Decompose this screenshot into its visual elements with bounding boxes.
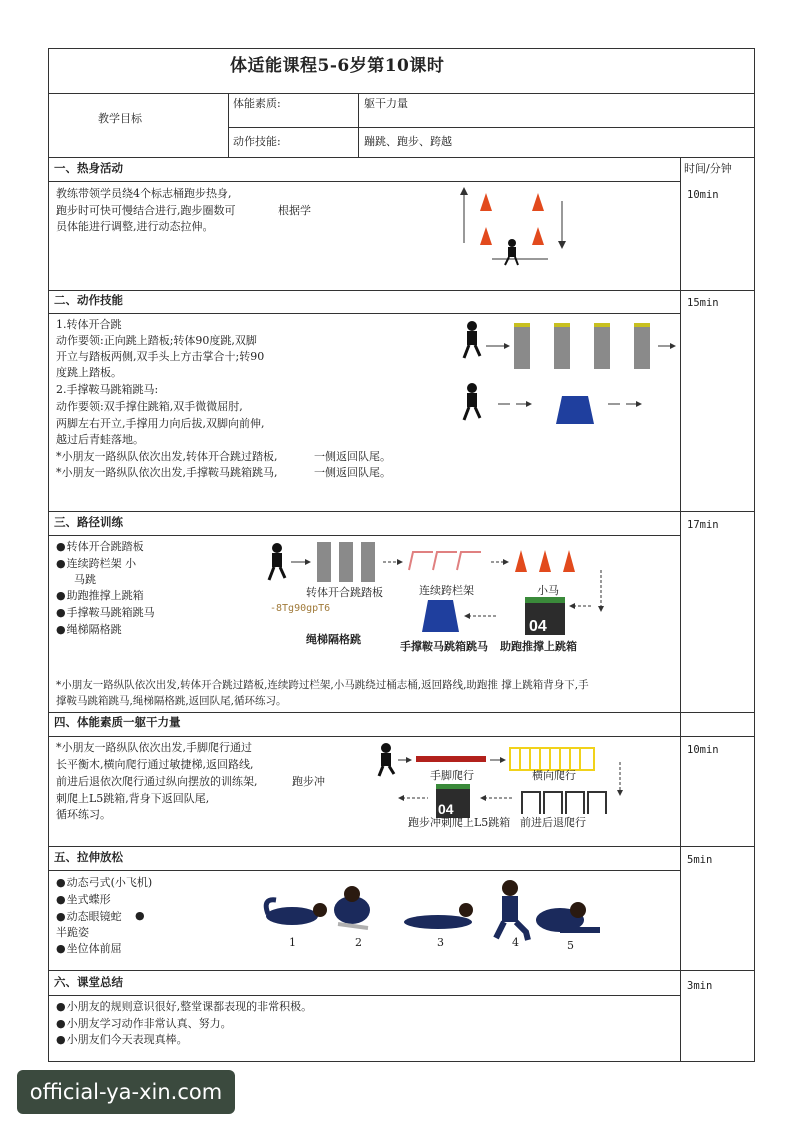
- hurdle-icon: [409, 552, 433, 570]
- stretch-time: 5min: [687, 854, 713, 866]
- skills-line: 度跳上踏板。: [56, 366, 122, 379]
- fitness-label: 体能素质:: [233, 97, 281, 110]
- summary-time: 3min: [687, 980, 713, 992]
- cone-icon: [480, 227, 492, 245]
- warmup-line: 跑步时可快可慢结合进行,跑步圈数可: [56, 204, 236, 217]
- core-caption: 横向爬行: [532, 769, 576, 782]
- path-code: -8Tg90gpT6: [270, 603, 331, 614]
- skills-line: 动作要领:正向跳上踏板;转体90度跳,双脚: [56, 334, 257, 347]
- stretch-item: ● 坐式蝶形: [56, 891, 111, 908]
- section-header-core: 四、体能素质一躯干力量: [54, 715, 181, 729]
- runner-icon: [379, 743, 394, 776]
- row-line: [48, 995, 681, 996]
- cone-icon: [515, 550, 527, 572]
- time-header: 时间/分钟: [684, 162, 732, 175]
- runner-icon: [269, 543, 285, 580]
- pose-number: 2: [355, 936, 362, 949]
- row-line: [48, 846, 755, 847]
- step-board: [554, 323, 570, 369]
- skills-line: *小朋友一路纵队依次出发,手撑鞍马跳箱跳马,: [56, 466, 278, 479]
- skills-line: 2.手撑鞍马跳箱跳马:: [56, 383, 159, 396]
- skills-time: 15min: [687, 297, 719, 309]
- core-caption: 跑步冲刺爬上L5跳箱: [408, 816, 511, 829]
- skills-line: *小朋友一路纵队依次出发,转体开合跳过踏板,: [56, 450, 278, 463]
- path-note: *小朋友一路纵队依次出发,转体开合跳过踏板,连续跨过栏架,小马跳绕过桶志桶,返回路线,助跑推 撑上跳箱背身下,手: [56, 679, 589, 691]
- path-bullet: ● 转体开合跳踏板: [56, 538, 144, 555]
- core-time: 10min: [687, 744, 719, 756]
- hurdle-icon: [433, 552, 457, 570]
- cone-icon: [563, 550, 575, 572]
- core-caption: 手脚爬行: [430, 769, 474, 782]
- skill-label: 动作技能:: [233, 135, 281, 148]
- summary-item: ● 小朋友的规则意识很好,整堂课都表现的非常积极。: [56, 998, 312, 1015]
- row-line: [48, 157, 755, 158]
- cone-icon: [532, 193, 544, 211]
- warmup-cones-diagram: [460, 183, 570, 278]
- pose-cobra: [404, 903, 473, 929]
- path-caption: 小马: [537, 584, 559, 597]
- cone-icon: [532, 227, 544, 245]
- step-board: [594, 323, 610, 369]
- hurdle-icon: [457, 552, 481, 570]
- fitness-value: 躯干力量: [364, 97, 408, 110]
- step-board: [361, 542, 375, 582]
- warmup-line: 教练带领学员绕4个标志桶跑步热身,: [56, 187, 232, 200]
- core-caption: 前进后退爬行: [520, 816, 586, 829]
- row-line: [48, 535, 681, 536]
- stretch-bullet-dot: ●: [135, 909, 145, 922]
- stretch-item: 半跪姿: [56, 926, 89, 939]
- table-border-left: [48, 48, 49, 1061]
- pose-half-kneel: [496, 880, 528, 940]
- step-board: [339, 542, 353, 582]
- warmup-line: 根据学: [278, 204, 311, 217]
- step-board: [317, 542, 331, 582]
- pose-bow: [266, 900, 327, 925]
- row-line: [48, 511, 755, 512]
- stretch-item: ● 动态弓式(小飞机): [56, 874, 152, 891]
- row-line: [48, 970, 755, 971]
- skills-diagram: [458, 318, 678, 428]
- cone-icon: [539, 550, 551, 572]
- path-caption: 连续跨栏架: [419, 584, 474, 597]
- skills-line: 一侧返回队尾。: [314, 450, 391, 463]
- row-line: [48, 181, 681, 182]
- row-line: [48, 93, 755, 94]
- core-line: 刺爬上L5跳箱,背身下返回队尾,: [56, 792, 210, 805]
- core-line: 前进后退依次爬行通过纵向摆放的训练架,: [56, 775, 258, 788]
- vault-mat: [422, 600, 459, 632]
- row-line: [48, 48, 755, 49]
- stretch-item: ● 动态眼镜蛇: [56, 908, 122, 925]
- core-line: *小朋友一路纵队依次出发,手脚爬行通过: [56, 741, 252, 754]
- runner-icon: [464, 321, 480, 358]
- row-line: [48, 736, 755, 737]
- skill-value: 蹦跳、跑步、跨越: [364, 135, 452, 148]
- runner-icon: [505, 239, 518, 265]
- core-line: 跑步冲: [292, 775, 325, 788]
- core-line: 长平衡木,横向爬行通过敏捷梯,返回路线,: [56, 758, 254, 771]
- path-bullet: ● 绳梯隔格跳: [56, 621, 122, 638]
- skills-line: 1.转体开合跳: [56, 318, 122, 331]
- skills-line: 两脚左右开立,手撑用力向后拔,双脚向前伸,: [56, 417, 265, 430]
- stretch-item: ● 坐位体前屈: [56, 940, 122, 957]
- row-line: [48, 313, 681, 314]
- runner-icon: [464, 383, 480, 420]
- pose-number: 4: [512, 936, 519, 949]
- warmup-time: 10min: [687, 189, 719, 201]
- cone-icon: [480, 193, 492, 211]
- path-note: 撑鞍马跳箱跳马,绳梯隔格跳,返回队尾,循环练习。: [56, 695, 287, 707]
- box-number: 04: [529, 618, 547, 635]
- pose-number: 3: [437, 936, 444, 949]
- balance-beam: [416, 756, 486, 762]
- core-line: 循环练习。: [56, 808, 111, 821]
- col-line: [358, 93, 359, 157]
- skills-line: 越过后青蛙落地。: [56, 433, 144, 446]
- warmup-line: 员体能进行调整,进行动态拉伸。: [56, 220, 214, 233]
- step-board: [634, 323, 650, 369]
- section-header-skills: 二、动作技能: [54, 293, 123, 307]
- watermark-badge: official-ya-xin.com: [17, 1070, 235, 1114]
- path-caption: 绳梯隔格跳: [306, 633, 361, 646]
- path-caption: 助跑推撑上跳箱: [500, 640, 577, 653]
- col-line: [228, 93, 229, 157]
- path-time: 17min: [687, 519, 719, 531]
- summary-item: ● 小朋友们今天表现真棒。: [56, 1031, 188, 1048]
- path-bullet-cont: 马跳: [74, 573, 96, 586]
- section-header-stretch: 五、拉伸放松: [54, 850, 123, 864]
- path-caption: 转体开合跳踏板: [306, 586, 383, 599]
- path-bullet: ● 助跑推撑上跳箱: [56, 587, 144, 604]
- section-header-path: 三、路径训练: [54, 515, 123, 529]
- box-number: 04: [438, 801, 454, 817]
- skills-line: 动作要领:双手撑住跳箱,双手微微屈肘,: [56, 400, 243, 413]
- page-title: 体适能课程5-6岁第10课时: [230, 56, 445, 76]
- row-line: [48, 290, 755, 291]
- skills-line: 开立与踏板两侧,双手头上方击掌合十;转90: [56, 350, 265, 363]
- pose-butterfly: [334, 886, 370, 928]
- time-column-divider: [680, 157, 681, 1061]
- stretch-poses-diagram: [260, 876, 610, 956]
- row-line: [48, 712, 755, 713]
- pose-sit-reach: [536, 902, 600, 932]
- objectives-label: 教学目标: [98, 112, 142, 125]
- path-bullet: ● 连续跨栏架 小: [56, 555, 136, 572]
- summary-item: ● 小朋友学习动作非常认真、努力。: [56, 1015, 232, 1032]
- section-header-summary: 六、课堂总结: [54, 975, 123, 989]
- training-frame: [522, 792, 606, 814]
- skills-line: 一侧返回队尾。: [314, 466, 391, 479]
- section-header-warmup: 一、热身活动: [54, 161, 123, 175]
- pose-number: 5: [567, 939, 574, 952]
- step-board: [514, 323, 530, 369]
- row-line: [228, 127, 755, 128]
- path-caption: 手撑鞍马跳箱跳马: [400, 640, 488, 653]
- path-bullet: ● 手撑鞍马跳箱跳马: [56, 604, 155, 621]
- row-line: [48, 870, 681, 871]
- row-line: [48, 1061, 755, 1062]
- pose-number: 1: [289, 936, 296, 949]
- vault-mat: [556, 396, 594, 424]
- table-border-right: [754, 48, 755, 1061]
